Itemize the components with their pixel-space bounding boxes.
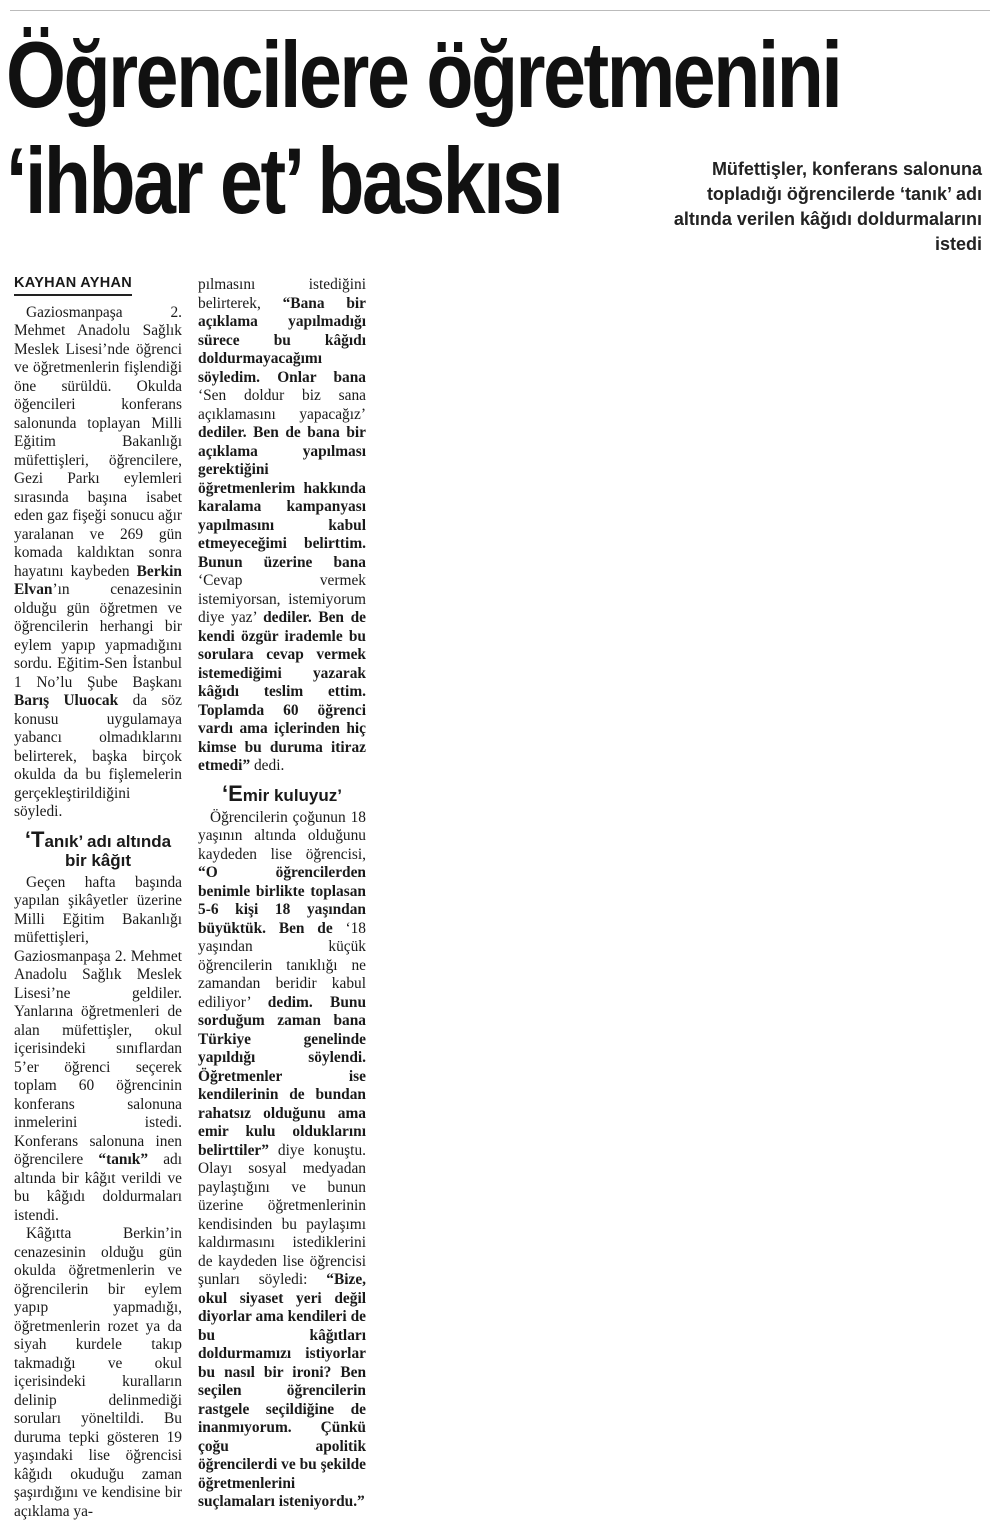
text-run: dedi. bbox=[250, 757, 285, 774]
paragraph-3-continued bbox=[198, 276, 366, 776]
subheading-emir bbox=[198, 780, 366, 806]
headline-line-1: Öğrencilere öğretmenini bbox=[6, 22, 841, 127]
headline-line-2: ‘ihbar et’ baskısı bbox=[6, 128, 562, 233]
text-run: pılmasını istediğini belirterek, bbox=[198, 276, 366, 312]
person-name: Barış Uluocak bbox=[14, 692, 119, 709]
subheading-tanik bbox=[14, 826, 182, 870]
quote: “O öğrencilerden benimle birlikte toplasan 5-6 kişi 18 yaşından büyüktük. Ben de bbox=[198, 864, 366, 937]
text-run: da söz konusu uygulamaya yabancı olmadıklarını belirterek, başka birçok okulda da bu fişlemelerin gerçekleştirildiğini söyledi. bbox=[14, 692, 182, 820]
paragraph-2 bbox=[14, 874, 182, 1226]
paragraph-4 bbox=[198, 809, 366, 1512]
text-run: ‘Cevap vermek istemiyorsan, istemiyorum diye yaz’ bbox=[198, 572, 366, 626]
person-name: Berkin Elvan bbox=[14, 562, 182, 598]
quote: “Bana bir açıklama yapılmadığı sürece bu kâğıdı doldurmayacağımı söyledim. Onlar bana bbox=[198, 294, 366, 386]
text-run: Öğrencilerin çoğunun 18 yaşının altında olduğunu kaydeden lise öğrencisi, bbox=[198, 808, 366, 863]
text-run: ‘18 yaşından küçük öğrencilerin tanıklığı ne zamandan beridir kabul ediliyor’ bbox=[198, 919, 366, 1011]
paragraph-1 bbox=[14, 304, 182, 822]
paragraph-3: Kâğıtta Berkin’in cenazesinin olduğu gün okulda öğretmenlerin ve öğrencilerin bir eylem yapıp yapmadığı, öğretmenlerin rozet ya da siyah kurdele takıp takmadığı ve okul içerisindeki kuralların delinip delinmediği soruları yöneltildi. Bu duruma tepki gösteren 19 yaşındaki lise öğrencisi kâğıdı okuduğu zaman şaşırdığını ve kendisine bir açıklama ya- bbox=[14, 1225, 182, 1520]
article-column-2 bbox=[198, 276, 366, 1512]
subheading-initial: ‘T bbox=[24, 826, 45, 852]
text-run: ‘Sen doldur biz sana açıklamasını yapacağız’ bbox=[198, 387, 366, 423]
emphasis: “tanık” bbox=[98, 1151, 149, 1168]
quote: “Bize, okul siyaset yeri değil diyorlar ama kendileri de bu kâğıtları doldurmamızı istiyorlar bu nasıl bir ironi? Ben seçilen öğrencilerin rastgele seçildiğine de inanmıyorum. Çünkü çoğu apolitik öğrencilerdi ve bu şekilde öğretmenlerini suçlamaları isteniyordu.” bbox=[198, 1271, 366, 1510]
top-rule bbox=[10, 10, 990, 11]
text-run: Geçen hafta başında yapılan şikâyetler üzerine Milli Eğitim Bakanlığı müfettişleri, Gaziosmanpaşa 2. Mehmet Anadolu Sağlık Meslek Lisesi’ne geldiler. Yanlarına öğretmenleri de alan müfettişler, okul içerisindeki sınıflardan 5’er öğrenci seçerek toplam 60 öğrencinin konferans salonuna inmelerini istedi. Konferans salonuna inen öğrencilere bbox=[14, 873, 182, 1168]
byline: KAYHAN AYHAN bbox=[14, 274, 132, 296]
quote: dediler. Ben de kendi özgür irademle bu sorulara cevap vermek istemediğimi yazarak kâğıdı teslim ettim. Toplamda 60 öğrenci vardı ama içlerinden hiç kimse bu duruma itiraz etmedi” bbox=[198, 609, 366, 774]
text-run: ’ın cenazesinin olduğu gün öğretmen ve öğrencilerin herhangi bir eylem yapıp yapmadığını sordu. Eğitim-Sen İstanbul 1 No’lu Şube Başkanı bbox=[14, 581, 182, 691]
deck-subheadline: Müfettişler, konferans salonuna topladığı öğrencilerde ‘tanık’ adı altında verilen kâğıdı doldurmalarını istedi bbox=[673, 159, 982, 254]
subheading-text: mir kuluyuz’ bbox=[242, 785, 342, 805]
text-run: adı altında bir kâğıt verildi ve bu kâğıdı doldurmaları istendi. bbox=[14, 1151, 183, 1224]
subheading-text: anık’ adı altında bir kâğıt bbox=[44, 831, 172, 870]
text-run: Gaziosmanpaşa 2. Mehmet Anadolu Sağlık Meslek Lisesi’nde öğrenci ve öğretmenlerin fişlendiği öne sürüldü. Okulda öğencileri konferans salonunda toplayan Milli Eğitim Bakanlığı müfettişleri, öğrencilere, Gezi Parkı eylemleri sırasında başına isabet eden gaz fişeği sonucu ağır yaralanan ve 269 gün komada kaldıktan sonra hayatını kaybeden bbox=[14, 303, 182, 580]
quote: dedim. Bunu sorduğum zaman bana Türkiye genelinde yapıldığı söylendi. Öğretmenler ise kendilerinin de bundan rahatsız olduğunu ama emir kulu olduklarını belirttiler” bbox=[198, 993, 366, 1159]
quote: dediler. Ben de bana bir açıklama yapılması gerektiğini öğretmenlerim hakkında karalama kampanyası yapılmasını kabul etmeyeceğimi belirttim. Bunun üzerine bana bbox=[198, 424, 366, 571]
subheading-initial: ‘E bbox=[222, 780, 243, 806]
article-column-1 bbox=[14, 268, 182, 1521]
text-run: diye konuştu. Olayı sosyal medyadan paylaştığını ve bunun üzerine öğretmenlerinin kendisinden bu paylaşımı kaldırmasını istediklerini de kaydeden lise öğrencisi şunları söyledi: bbox=[198, 1141, 366, 1288]
